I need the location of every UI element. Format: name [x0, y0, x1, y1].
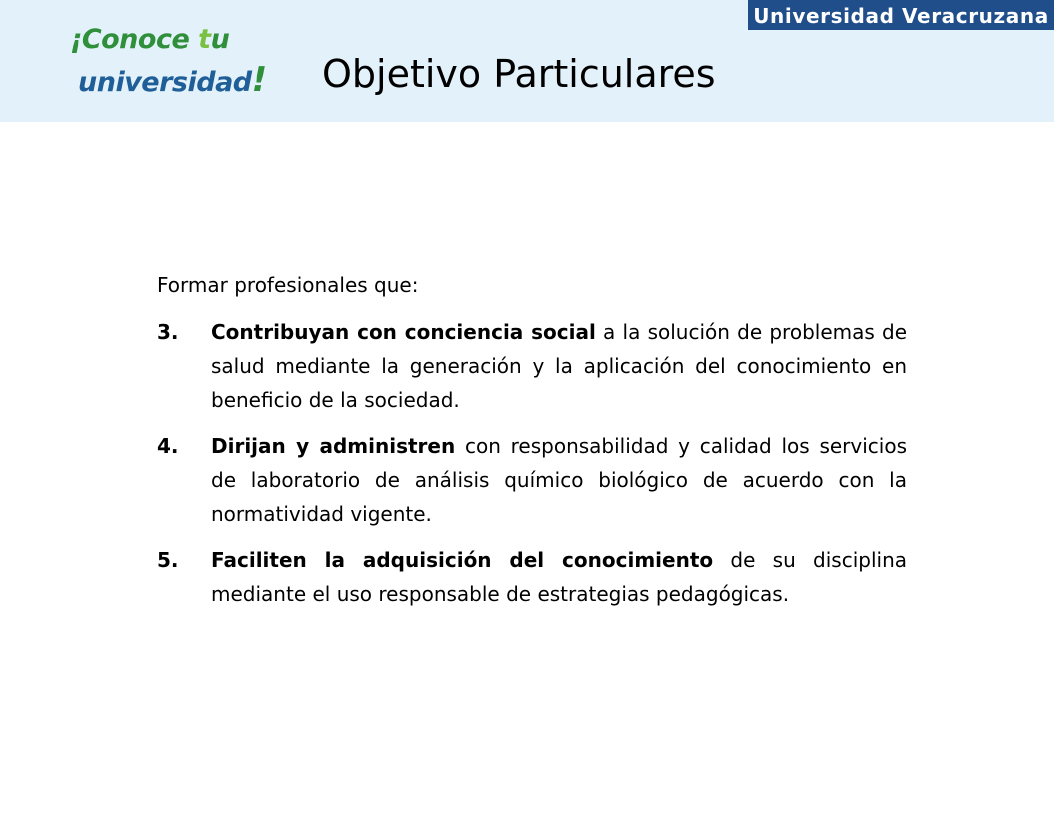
logo-line-2	[78, 60, 267, 100]
list-item-rest: con responsabilidad y calidad los servicios de laboratorio de análisis químico biológico de acuerdo con la normatividad vigente.	[211, 434, 907, 526]
list-item	[157, 315, 907, 417]
list-item-number: 5.	[157, 548, 179, 572]
list-item-text	[211, 429, 907, 531]
list-item	[157, 543, 907, 611]
tu-mark-u: u	[210, 24, 230, 55]
header-bar	[0, 0, 1054, 122]
intro-text: Formar profesionales que:	[157, 273, 419, 297]
tu-mark	[198, 24, 229, 55]
list-item-number: 4.	[157, 434, 179, 458]
logo-line-1-prefix: ¡Conoce	[70, 24, 199, 55]
list-item-bold: Contribuyan con conciencia social	[211, 320, 596, 344]
logo-line-2-text: universidad	[78, 67, 252, 98]
list-item-rest: a la solución de problemas de salud mediante la generación y la aplicación del conocimiento en beneficio de la sociedad.	[211, 320, 908, 412]
tu-mark-t: t	[198, 24, 211, 55]
logo-line-1	[70, 24, 229, 55]
slide-title: Objetivo Particulares	[322, 52, 716, 96]
conoce-tu-universidad-logo	[70, 24, 270, 102]
university-banner: Universidad Veracruzana	[748, 0, 1054, 30]
list-item-bold: Faciliten la adquisición del conocimiento	[211, 548, 714, 572]
list-item-text	[211, 315, 907, 417]
logo-line-2-bang: !	[251, 60, 267, 100]
list-item-bold: Dirijan y administren	[211, 434, 456, 458]
list-item-number: 3.	[157, 320, 179, 344]
slide-content	[157, 270, 907, 623]
list-item-rest: de su disciplina mediante el uso responsable de estrategias pedagógicas.	[211, 548, 907, 606]
list-item	[157, 429, 907, 531]
list-item-text	[211, 543, 907, 611]
